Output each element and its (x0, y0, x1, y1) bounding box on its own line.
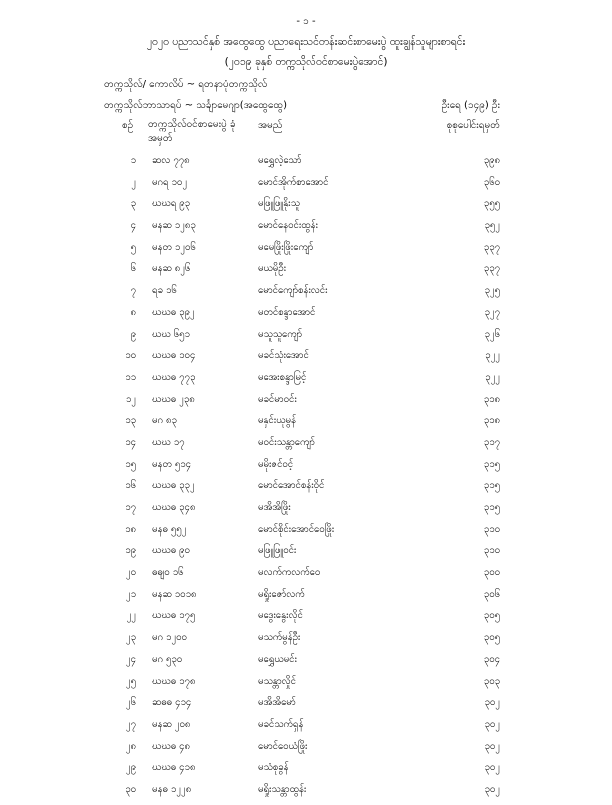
table-row (0, 718, 612, 740)
row-total-marks: ၃၀၄ (483, 653, 500, 665)
row-name: မယမိုဦး (258, 263, 287, 275)
row-roll-number: ဃဃဓ ၃၄၈ (152, 502, 196, 513)
row-total-marks: ၃၂၂ (485, 350, 500, 362)
row-roll-number: ဃဃရ ၉၃ (152, 198, 191, 210)
subject-label: တက္ကသိုလ်ဘာသာရပ် ~ သင်္ချာမေဂျာ(အထွေထွေ) (104, 100, 287, 111)
table-row (0, 675, 612, 697)
table-row (0, 609, 612, 631)
row-serial: ၂၀ (125, 567, 136, 579)
row-roll-number: ရခ ၁၆ (152, 285, 177, 297)
row-serial: ၁၇ (125, 502, 136, 513)
row-roll-number: ဆဓဓ ၄၁၄ (152, 697, 192, 709)
row-serial: ၁၈ (125, 523, 136, 535)
row-roll-number: မနဆ ၁၀၁၈ (152, 588, 197, 600)
row-serial: ၂၃ (125, 632, 136, 644)
row-name: မရွှေလဲ့သော် (258, 155, 302, 166)
row-roll-number: မနဆ ၈၂၆ (152, 263, 191, 275)
column-header-roll-number: တက္ကသိုလ်ဝင်စာမေးပွဲ ခုံအမှတ် (148, 119, 236, 144)
table-row (0, 262, 612, 284)
row-total-marks: ၃၀၃ (483, 675, 500, 687)
row-name: မအိအိမော် (258, 697, 296, 709)
table-row (0, 458, 612, 480)
row-name: မတင်စန္ဒာအောင် (258, 306, 316, 318)
table-row (0, 371, 612, 393)
row-serial: ၇ (130, 285, 136, 297)
row-serial: ၂၉ (125, 762, 136, 774)
table-row (0, 436, 612, 458)
row-name: မခင်သက်ရှန် (258, 718, 304, 730)
row-name: မနှင်းယုမွန် (258, 415, 296, 427)
row-serial: ၂၁ (125, 588, 136, 600)
row-total-marks: ၃၁၈ (483, 415, 500, 427)
row-name: မသန္တာလှိုင် (258, 675, 296, 687)
row-name: မဒွေးနွေးလိုင် (258, 610, 303, 622)
row-roll-number: မဂ ၁၂၀၀ (152, 632, 187, 644)
column-header-total-marks: စုစုပေါင်းရမှတ် (446, 120, 500, 131)
row-name: မသံစုခွန် (258, 762, 289, 774)
table-row (0, 328, 612, 350)
row-serial: ၁၀ (125, 350, 136, 362)
page-number: - ၁ - (296, 16, 316, 27)
row-name: မောင်ကျော်စန်းလင်း (258, 285, 328, 297)
row-total-marks: ၃၂၂ (485, 371, 500, 383)
row-serial: ၁၄ (125, 436, 136, 448)
table-row (0, 783, 612, 805)
row-roll-number: မနတ ၁၂၀၆ (152, 241, 196, 253)
table-row (0, 197, 612, 219)
table-row (0, 306, 612, 328)
row-roll-number: မဂ ၅၃၀ (152, 653, 183, 665)
row-serial: ၁၆ (125, 480, 136, 492)
table-row (0, 154, 612, 176)
row-roll-number: မနတ ၅၁၄ (152, 458, 192, 470)
row-serial: ၂၇ (125, 718, 136, 730)
row-serial: ၃၀ (125, 783, 136, 795)
table-row (0, 631, 612, 653)
table-row (0, 653, 612, 675)
table-row (0, 241, 612, 263)
row-roll-number: ဃဃဓ ၃၉၂ (152, 306, 195, 318)
row-name: မရှိုးသန္တာထွန်း (258, 783, 307, 795)
row-name: မအေးစန္ဒာမြင့် (258, 371, 307, 383)
row-roll-number: ဃဃ ၁၇ (152, 436, 185, 448)
row-name: မအိအိဖြိုး (258, 502, 291, 513)
row-total-marks: ၃၅၅ (483, 198, 500, 210)
row-serial: ၂၆ (125, 697, 136, 709)
row-roll-number: ဃဃဓ ၂၃၈ (152, 393, 195, 405)
row-serial: ၁၃ (125, 415, 136, 427)
row-name: မဖြူဖြူနိုးသူ (258, 198, 300, 210)
row-name: မမေဖြိုးဖြိုးကျော် (258, 241, 314, 253)
row-roll-number: မနဓ ၅၅၂ (152, 523, 187, 535)
row-total-marks: ၃၁၈ (483, 393, 500, 405)
row-total-marks: ၃၆၀ (483, 176, 500, 188)
row-name: မလက်ကလက်ဝေ (258, 567, 321, 579)
table-row (0, 414, 612, 436)
row-serial: ၁ (130, 155, 136, 166)
row-total-marks: ၃၀၂ (484, 718, 500, 730)
table-row (0, 393, 612, 415)
row-roll-number: ဃဃဓ ၃၃၂ (152, 480, 195, 492)
table-row (0, 523, 612, 545)
row-total-marks: ၃၀၂ (484, 740, 500, 752)
row-roll-number: မဂ ၈၃ (152, 415, 177, 427)
row-serial: ၃ (130, 198, 136, 210)
row-serial: ၂၄ (125, 653, 136, 665)
row-total-marks: ၃၀၂ (484, 762, 500, 774)
row-serial: ၂၈ (125, 740, 136, 752)
row-roll-number: ဃဃဓ ၁၀၄ (152, 350, 196, 362)
table-row (0, 349, 612, 371)
university-label: တက္ကသိုလ်/ ကောလိပ် ~ ရတနာပုံတက္ကသိုလ် (104, 79, 268, 90)
row-name: မောင်နေဝင်းထွန်း (258, 220, 318, 232)
row-serial: ၄ (130, 220, 136, 232)
row-roll-number: ဃဃဓ ၄၈ (152, 740, 191, 752)
row-total-marks: ၃၁၇ (483, 436, 500, 448)
column-header-name: အမည် (258, 120, 283, 131)
row-roll-number: ဃဃဓ ၇၇၃ (152, 371, 196, 383)
row-serial: ၁၁ (125, 371, 136, 383)
row-total-marks: ၃၁၅ (483, 502, 500, 513)
row-name: မောင်ဝေယံဖြိုး (258, 740, 308, 752)
row-name: မရွှေယမင်း (258, 653, 297, 665)
table-row (0, 588, 612, 610)
row-roll-number: ဓဓျ၀ ၁၆ (152, 567, 184, 579)
table-row (0, 761, 612, 783)
row-roll-number: ဆလ ၇၇၈ (152, 155, 190, 166)
row-name: မောင်အိုက်စာအောင် (258, 176, 329, 188)
row-name: မမိုးဇင်ဝင့် (258, 458, 294, 470)
row-total-marks: ၃၂၆ (484, 328, 500, 340)
row-roll-number: ဃဃဓ ၁၇၅ (152, 610, 196, 622)
row-total-marks: ၃၀၂ (484, 783, 500, 795)
document-subtitle: (၂၀၁၉ ခုနှစ် တက္ကသိုလ်ဝင်စာမေးပွဲအောင်) (224, 56, 388, 68)
row-name: မဖြူဖြူဝင်း (258, 545, 297, 557)
results-table (0, 154, 612, 805)
row-roll-number: မနဓ ၁၂၂၈ (152, 783, 192, 795)
table-row (0, 740, 612, 762)
row-name: မောင်အောင်စန်းဝိုင် (258, 480, 325, 492)
row-total-marks: ၃၂၅ (484, 285, 500, 297)
table-row (0, 501, 612, 523)
row-total-marks: ၃၀၅ (483, 632, 500, 644)
row-serial: ၈ (130, 306, 136, 318)
row-total-marks: ၃၁၅ (483, 480, 500, 492)
row-total-marks: ၃၀၂ (484, 697, 500, 709)
row-serial: ၁၉ (125, 545, 136, 557)
row-roll-number: မနဆ ၂၀၈ (152, 718, 191, 730)
row-serial: ၁၂ (125, 393, 136, 405)
row-total-marks: ၃၅၂ (484, 220, 500, 232)
row-roll-number: မဂရ ၁၀၂ (152, 176, 188, 188)
row-roll-number: ဃဃဓ ၁၇၈ (152, 675, 196, 687)
table-row (0, 479, 612, 501)
table-row (0, 176, 612, 198)
row-total-marks: ၃၀၆ (483, 588, 500, 600)
row-serial: ၂ (131, 176, 136, 188)
row-total-marks: ၃၁၅ (483, 458, 500, 470)
row-total-marks: ၃၁၀ (483, 545, 500, 557)
total-count: ဦးရေ (၁၄၉) ဦး (441, 100, 500, 111)
row-name: မသူသူကျော် (258, 328, 303, 340)
row-name: မဝင်းသန္တာကျော် (258, 436, 315, 448)
column-header-serial: စဉ် (122, 120, 134, 131)
table-row (0, 219, 612, 241)
row-name: မခင်သုံးအောင် (258, 350, 309, 362)
row-total-marks: ၃၃၇ (483, 241, 500, 253)
table-row (0, 566, 612, 588)
row-serial: ၁၅ (125, 458, 136, 470)
row-serial: ၉ (130, 328, 136, 340)
row-total-marks: ၃၃၇ (483, 263, 500, 275)
row-total-marks: ၃၂၇ (484, 306, 500, 318)
row-serial: ၂၅ (125, 675, 136, 687)
document-title: ၂၀၂၀ ပညာသင်နှစ် အထွေထွေ ပညာရေးသင်တန်းဆင်းစာမေးပွဲ ထူးချွန်သူများစာရင်း (146, 36, 466, 48)
row-name: မောင်စိုင်းအောင်ဝေဖြိုး (258, 523, 335, 535)
row-roll-number: ဃဃ ၆၅၁ (152, 328, 190, 340)
row-name: မခင်မာဝင်း (258, 393, 297, 405)
row-total-marks: ၃၀၀ (483, 567, 500, 579)
row-serial: ၆ (130, 263, 136, 275)
table-row (0, 696, 612, 718)
table-row (0, 284, 612, 306)
row-roll-number: ဃဃဓ ၉၀ (152, 545, 190, 557)
row-name: မရှိုးဇော်လက် (258, 588, 305, 600)
row-total-marks: ၃၀၅ (483, 610, 500, 622)
row-serial: ၅ (130, 241, 136, 253)
table-row (0, 544, 612, 566)
row-name: မသက်မွန်ဦး (258, 632, 301, 644)
row-roll-number: မနဆ ၁၂၈၃ (152, 220, 196, 232)
row-total-marks: ၃၉၈ (483, 155, 500, 166)
row-serial: ၂၂ (126, 610, 136, 622)
row-roll-number: ဃဃဓ ၄၁၈ (152, 762, 196, 774)
row-total-marks: ၃၁၀ (483, 523, 500, 535)
